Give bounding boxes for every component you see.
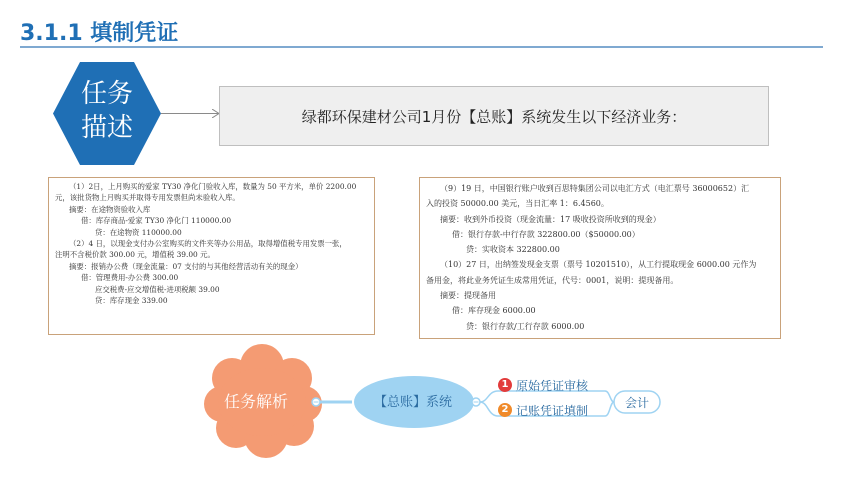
number-badge-1: 1 (498, 378, 512, 392)
doc-line: 摘要：报销办公费（现金流量：07 支付的与其他经营活动有关的现金） (69, 261, 303, 271)
doc-line: 注明不含税价款 300.00 元，增值税 39.00 元。 (55, 250, 215, 260)
mindmap-graphic (0, 340, 860, 480)
title-underline (20, 46, 823, 48)
transaction-doc-left (48, 177, 375, 335)
doc-line: 借：库存商品-爱家 TY30 净化门 110000.00 (81, 216, 232, 226)
branch-voucher-entry: 记账凭证填制 (516, 404, 589, 418)
gl-system-node: 【总账】系统 (373, 395, 452, 410)
transaction-doc-right (419, 177, 781, 339)
doc-line: 贷：库存现金 339.00 (95, 296, 168, 306)
doc-line: 摘要：在途物资验收入库 (69, 204, 151, 214)
doc-line: 贷：在途物资 110000.00 (95, 227, 182, 237)
doc-line: 借：银行存款-中行存款 322800.00（$50000.00） (452, 229, 640, 239)
accountant-role-node: 会计 (624, 396, 649, 410)
task-label (53, 77, 161, 145)
doc-line: 备用金，将此业务凭证生成常用凭证，代号：0001，说明：提现备用。 (426, 275, 679, 285)
doc-line: 贷：银行存款/工行存款 6000.00 (466, 321, 585, 331)
doc-line: （9）19 日，中国银行账户收到百思特集团公司以电汇方式（电汇票号 36000652）汇 (440, 184, 750, 193)
page-title: 3.1.1 填制凭证 (20, 21, 179, 46)
branch-original-voucher-review: 原始凭证审核 (516, 379, 589, 393)
task-label-line2: 描述 (80, 113, 133, 143)
task-label-line1: 任务 (80, 79, 133, 109)
doc-line: 摘要：提现备用 (440, 291, 496, 301)
doc-line: 借：库存现金 6000.00 (452, 306, 536, 316)
doc-line: 贷：实收资本 322800.00 (466, 245, 560, 255)
doc-line: （2）4 日，以现金支付办公室购买的文件夹等办公用品，取得增值税专用发票一张， (69, 239, 347, 249)
task-description: 绿都环保建材公司1月份【总账】系统发生以下经济业务： (301, 107, 687, 126)
doc-line: 元，该批货物上月购买并取得专用发票但尚未验收入库。 (55, 193, 240, 203)
doc-line: （1）2日，上月购买的爱家 TY30 净化门验收入库，数量为 50 平方米，单价 2200.00 (69, 182, 357, 191)
doc-line: 摘要：收到外币投资（现金流量：17 吸收投资所收到的现金） (440, 214, 661, 224)
task-description-box (219, 86, 769, 146)
doc-line: 入的投资 50000.00 美元，当日汇率 1：6.4560。 (426, 199, 609, 209)
doc-line: （10）27 日，出纳签发现金支票（票号 10201510），从工行提取现金 6000.00 元作为 (440, 260, 757, 270)
task-analysis-label: 任务解析 (223, 392, 288, 411)
doc-line: 借：管理费用-办公费 300.00 (81, 273, 179, 283)
number-badge-2: 2 (498, 403, 512, 417)
connector-line (161, 113, 219, 114)
doc-line: 应交税费-应交增值税-进项税额 39.00 (95, 284, 220, 294)
